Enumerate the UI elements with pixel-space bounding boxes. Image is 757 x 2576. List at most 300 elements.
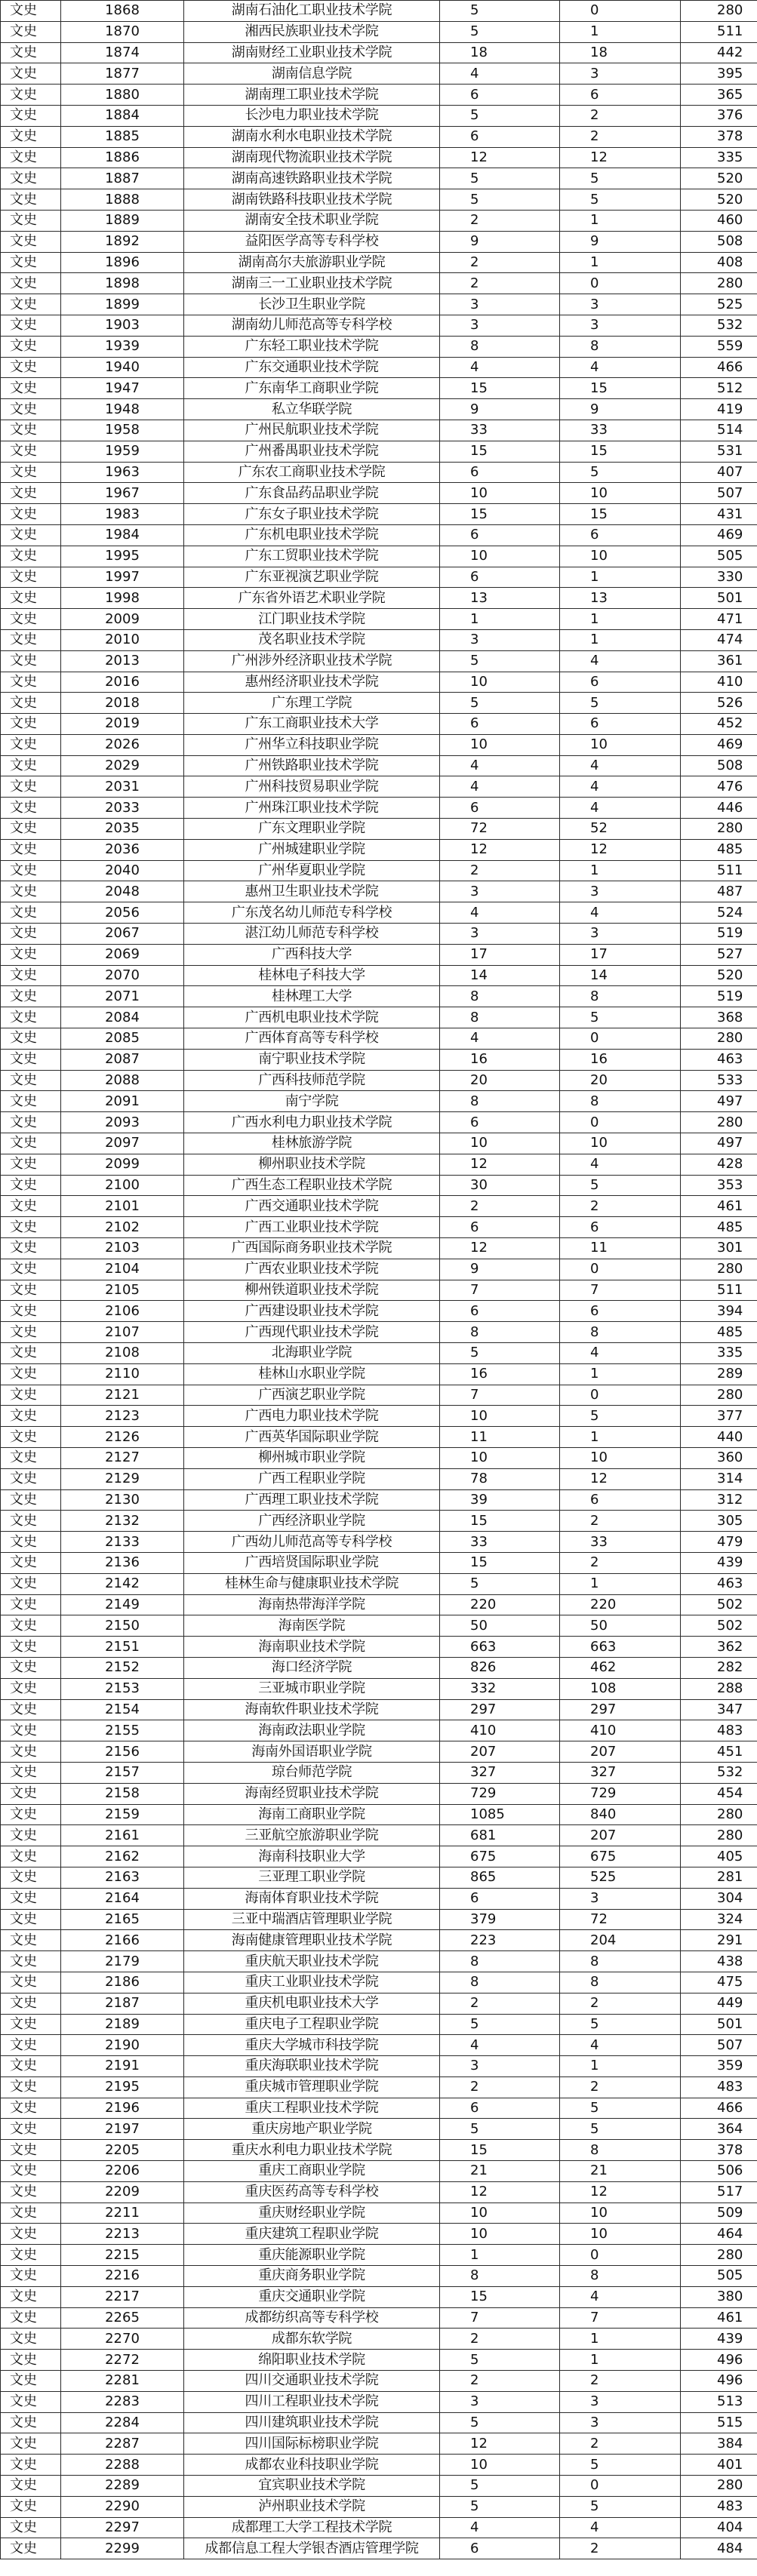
plan-count-cell: 6 xyxy=(440,126,560,147)
school-name-cell: 广西现代职业技术学院 xyxy=(184,1322,440,1343)
subject-cell: 文史 xyxy=(1,1678,61,1699)
min-score-cell: 314 xyxy=(681,1468,757,1489)
school-code-cell: 2013 xyxy=(61,650,184,672)
admitted-count-cell: 108 xyxy=(560,1678,681,1699)
subject-cell: 文史 xyxy=(1,85,61,106)
plan-count-cell: 1 xyxy=(440,609,560,630)
subject-cell: 文史 xyxy=(1,168,61,189)
table-row xyxy=(1,147,757,168)
plan-count-cell: 10 xyxy=(440,1406,560,1427)
admitted-count-cell: 3 xyxy=(560,63,681,85)
school-code-cell: 2142 xyxy=(61,1573,184,1594)
school-code-cell: 2087 xyxy=(61,1049,184,1070)
school-name-cell: 广州番禺职业技术学院 xyxy=(184,441,440,462)
school-code-cell: 2048 xyxy=(61,881,184,902)
plan-count-cell: 10 xyxy=(440,483,560,504)
school-code-cell: 2189 xyxy=(61,2014,184,2035)
school-name-cell: 海南热带海洋学院 xyxy=(184,1594,440,1615)
table-row xyxy=(1,2433,757,2455)
table-row xyxy=(1,1615,757,1637)
school-name-cell: 广西工业职业技术学院 xyxy=(184,1217,440,1238)
subject-cell: 文史 xyxy=(1,1427,61,1448)
table-row xyxy=(1,2119,757,2140)
school-code-cell: 2270 xyxy=(61,2329,184,2350)
min-score-cell: 368 xyxy=(681,1007,757,1028)
subject-cell: 文史 xyxy=(1,1825,61,1846)
plan-count-cell: 7 xyxy=(440,2307,560,2329)
admitted-count-cell: 4 xyxy=(560,755,681,776)
table-row xyxy=(1,1846,757,1867)
table-row xyxy=(1,63,757,85)
subject-cell: 文史 xyxy=(1,1909,61,1930)
admitted-count-cell: 327 xyxy=(560,1762,681,1783)
plan-count-cell: 1085 xyxy=(440,1804,560,1825)
school-name-cell: 重庆建筑工程职业学院 xyxy=(184,2224,440,2245)
min-score-cell: 484 xyxy=(681,2538,757,2559)
school-code-cell: 2104 xyxy=(61,1259,184,1280)
admitted-count-cell: 4 xyxy=(560,902,681,924)
school-name-cell: 广西幼儿师范高等专科学校 xyxy=(184,1532,440,1553)
subject-cell: 文史 xyxy=(1,399,61,420)
school-code-cell: 2205 xyxy=(61,2140,184,2161)
admitted-count-cell: 52 xyxy=(560,819,681,840)
plan-count-cell: 78 xyxy=(440,1468,560,1489)
plan-count-cell: 5 xyxy=(440,189,560,211)
school-code-cell: 2149 xyxy=(61,1594,184,1615)
school-name-cell: 湖南三一工业职业技术学院 xyxy=(184,273,440,294)
admitted-count-cell: 5 xyxy=(560,2455,681,2476)
school-name-cell: 重庆商务职业学院 xyxy=(184,2266,440,2287)
school-code-cell: 2156 xyxy=(61,1741,184,1763)
school-name-cell: 桂林山水职业学院 xyxy=(184,1363,440,1385)
school-name-cell: 重庆电子工程职业学院 xyxy=(184,2014,440,2035)
plan-count-cell: 10 xyxy=(440,1133,560,1154)
admitted-count-cell: 2 xyxy=(560,126,681,147)
subject-cell: 文史 xyxy=(1,2538,61,2559)
table-row xyxy=(1,2307,757,2329)
school-code-cell: 2067 xyxy=(61,924,184,945)
plan-count-cell: 72 xyxy=(440,819,560,840)
school-code-cell: 2190 xyxy=(61,2035,184,2056)
plan-count-cell: 6 xyxy=(440,462,560,483)
table-row xyxy=(1,1,757,22)
school-code-cell: 2287 xyxy=(61,2433,184,2455)
school-code-cell: 1983 xyxy=(61,504,184,525)
table-row xyxy=(1,1175,757,1196)
table-row xyxy=(1,1867,757,1888)
table-row xyxy=(1,1930,757,1951)
admitted-count-cell: 21 xyxy=(560,2161,681,2182)
school-code-cell: 2136 xyxy=(61,1552,184,1573)
min-score-cell: 280 xyxy=(681,1028,757,1050)
admitted-count-cell: 9 xyxy=(560,399,681,420)
table-row xyxy=(1,1196,757,1217)
plan-count-cell: 2 xyxy=(440,273,560,294)
plan-count-cell: 30 xyxy=(440,1175,560,1196)
min-score-cell: 449 xyxy=(681,1993,757,2014)
table-row xyxy=(1,1427,757,1448)
admitted-count-cell: 2 xyxy=(560,2538,681,2559)
min-score-cell: 508 xyxy=(681,231,757,252)
school-name-cell: 广东工商职业技术大学 xyxy=(184,714,440,735)
plan-count-cell: 39 xyxy=(440,1489,560,1511)
table-row xyxy=(1,2140,757,2161)
table-row xyxy=(1,2391,757,2412)
min-score-cell: 305 xyxy=(681,1511,757,1532)
min-score-cell: 496 xyxy=(681,2371,757,2392)
school-code-cell: 2091 xyxy=(61,1091,184,1112)
plan-count-cell: 2 xyxy=(440,860,560,881)
table-row xyxy=(1,924,757,945)
table-row xyxy=(1,1637,757,1658)
plan-count-cell: 3 xyxy=(440,924,560,945)
subject-cell: 文史 xyxy=(1,21,61,42)
admitted-count-cell: 20 xyxy=(560,1070,681,1091)
subject-cell: 文史 xyxy=(1,1,61,22)
plan-count-cell: 681 xyxy=(440,1825,560,1846)
subject-cell: 文史 xyxy=(1,1343,61,1364)
min-score-cell: 496 xyxy=(681,2350,757,2371)
min-score-cell: 324 xyxy=(681,1909,757,1930)
school-name-cell: 湖南现代物流职业技术学院 xyxy=(184,147,440,168)
school-code-cell: 1998 xyxy=(61,588,184,609)
min-score-cell: 483 xyxy=(681,2076,757,2098)
table-row xyxy=(1,168,757,189)
school-name-cell: 广西交通职业技术学院 xyxy=(184,1196,440,1217)
school-code-cell: 1898 xyxy=(61,273,184,294)
school-code-cell: 1997 xyxy=(61,567,184,588)
school-name-cell: 海南体育职业技术学院 xyxy=(184,1888,440,1909)
plan-count-cell: 50 xyxy=(440,1615,560,1637)
admitted-count-cell: 10 xyxy=(560,2203,681,2224)
school-code-cell: 1886 xyxy=(61,147,184,168)
subject-cell: 文史 xyxy=(1,1552,61,1573)
table-row xyxy=(1,1468,757,1489)
admitted-count-cell: 14 xyxy=(560,965,681,986)
subject-cell: 文史 xyxy=(1,2286,61,2307)
school-name-cell: 广西体育高等专科学校 xyxy=(184,1028,440,1050)
subject-cell: 文史 xyxy=(1,462,61,483)
school-name-cell: 广东茂名幼儿师范专科学校 xyxy=(184,902,440,924)
min-score-cell: 519 xyxy=(681,986,757,1007)
min-score-cell: 282 xyxy=(681,1657,757,1678)
plan-count-cell: 5 xyxy=(440,650,560,672)
plan-count-cell: 6 xyxy=(440,2538,560,2559)
school-name-cell: 广州华夏职业学院 xyxy=(184,860,440,881)
plan-count-cell: 11 xyxy=(440,1427,560,1448)
school-name-cell: 广州城建职业学院 xyxy=(184,839,440,860)
school-code-cell: 2133 xyxy=(61,1532,184,1553)
plan-count-cell: 12 xyxy=(440,2433,560,2455)
school-code-cell: 2107 xyxy=(61,1322,184,1343)
admitted-count-cell: 1 xyxy=(560,1573,681,1594)
subject-cell: 文史 xyxy=(1,2496,61,2517)
admitted-count-cell: 4 xyxy=(560,2286,681,2307)
min-score-cell: 460 xyxy=(681,210,757,231)
admitted-count-cell: 2 xyxy=(560,2433,681,2455)
table-body xyxy=(1,1,757,2559)
school-code-cell: 1959 xyxy=(61,441,184,462)
admitted-count-cell: 1 xyxy=(560,2329,681,2350)
subject-cell: 文史 xyxy=(1,881,61,902)
admitted-count-cell: 13 xyxy=(560,588,681,609)
admitted-count-cell: 4 xyxy=(560,776,681,798)
min-score-cell: 454 xyxy=(681,1783,757,1804)
subject-cell: 文史 xyxy=(1,63,61,85)
min-score-cell: 380 xyxy=(681,2286,757,2307)
school-code-cell: 2151 xyxy=(61,1637,184,1658)
plan-count-cell: 5 xyxy=(440,1343,560,1364)
admitted-count-cell: 3 xyxy=(560,1888,681,1909)
subject-cell: 文史 xyxy=(1,231,61,252)
school-name-cell: 桂林旅游学院 xyxy=(184,1133,440,1154)
subject-cell: 文史 xyxy=(1,441,61,462)
school-name-cell: 广东食品药品职业学院 xyxy=(184,483,440,504)
min-score-cell: 301 xyxy=(681,1238,757,1259)
school-name-cell: 广西水利电力职业技术学院 xyxy=(184,1112,440,1133)
min-score-cell: 280 xyxy=(681,1385,757,1406)
school-name-cell: 广东理工学院 xyxy=(184,693,440,714)
school-name-cell: 琼台师范学院 xyxy=(184,1762,440,1783)
table-row xyxy=(1,650,757,672)
min-score-cell: 559 xyxy=(681,336,757,357)
school-code-cell: 2097 xyxy=(61,1133,184,1154)
subject-cell: 文史 xyxy=(1,1804,61,1825)
subject-cell: 文史 xyxy=(1,1280,61,1301)
plan-count-cell: 3 xyxy=(440,2056,560,2077)
school-name-cell: 长沙电力职业技术学院 xyxy=(184,105,440,126)
admitted-count-cell: 1 xyxy=(560,860,681,881)
admitted-count-cell: 8 xyxy=(560,1972,681,1993)
school-code-cell: 2132 xyxy=(61,1511,184,1532)
min-score-cell: 511 xyxy=(681,1280,757,1301)
plan-count-cell: 5 xyxy=(440,2476,560,2497)
subject-cell: 文史 xyxy=(1,1196,61,1217)
min-score-cell: 509 xyxy=(681,2203,757,2224)
admitted-count-cell: 663 xyxy=(560,1637,681,1658)
school-name-cell: 重庆能源职业学院 xyxy=(184,2245,440,2266)
min-score-cell: 507 xyxy=(681,2035,757,2056)
subject-cell: 文史 xyxy=(1,2203,61,2224)
school-name-cell: 广东工贸职业技术学院 xyxy=(184,546,440,567)
min-score-cell: 506 xyxy=(681,2161,757,2182)
table-row xyxy=(1,2014,757,2035)
school-name-cell: 重庆工业职业技术学院 xyxy=(184,1972,440,1993)
table-row xyxy=(1,1343,757,1364)
plan-count-cell: 6 xyxy=(440,524,560,546)
school-code-cell: 2299 xyxy=(61,2538,184,2559)
plan-count-cell: 33 xyxy=(440,420,560,441)
plan-count-cell: 3 xyxy=(440,294,560,315)
table-row xyxy=(1,441,757,462)
subject-cell: 文史 xyxy=(1,1783,61,1804)
min-score-cell: 464 xyxy=(681,2224,757,2245)
table-row xyxy=(1,252,757,273)
subject-cell: 文史 xyxy=(1,755,61,776)
subject-cell: 文史 xyxy=(1,1594,61,1615)
plan-count-cell: 16 xyxy=(440,1049,560,1070)
table-row xyxy=(1,1594,757,1615)
subject-cell: 文史 xyxy=(1,2140,61,2161)
school-name-cell: 广西经济职业学院 xyxy=(184,1511,440,1532)
table-row xyxy=(1,672,757,693)
table-row xyxy=(1,2517,757,2538)
table-row xyxy=(1,902,757,924)
min-score-cell: 280 xyxy=(681,819,757,840)
school-code-cell: 1963 xyxy=(61,462,184,483)
school-name-cell: 重庆航天职业技术学院 xyxy=(184,1951,440,1972)
admitted-count-cell: 6 xyxy=(560,714,681,735)
admitted-count-cell: 5 xyxy=(560,1007,681,1028)
plan-count-cell: 10 xyxy=(440,734,560,755)
subject-cell: 文史 xyxy=(1,2350,61,2371)
table-row xyxy=(1,2224,757,2245)
table-row xyxy=(1,2286,757,2307)
admitted-count-cell: 1 xyxy=(560,21,681,42)
admitted-count-cell: 204 xyxy=(560,1930,681,1951)
admitted-count-cell: 1 xyxy=(560,2350,681,2371)
school-name-cell: 私立华联学院 xyxy=(184,399,440,420)
admitted-count-cell: 2 xyxy=(560,1196,681,1217)
min-score-cell: 431 xyxy=(681,504,757,525)
school-code-cell: 2126 xyxy=(61,1427,184,1448)
admitted-count-cell: 5 xyxy=(560,693,681,714)
school-name-cell: 广东机电职业技术学院 xyxy=(184,524,440,546)
subject-cell: 文史 xyxy=(1,1322,61,1343)
school-name-cell: 广州铁路职业技术学院 xyxy=(184,755,440,776)
plan-count-cell: 12 xyxy=(440,1238,560,1259)
school-name-cell: 四川建筑职业技术学院 xyxy=(184,2412,440,2433)
table-row xyxy=(1,567,757,588)
school-code-cell: 2130 xyxy=(61,1489,184,1511)
school-name-cell: 重庆财经职业学院 xyxy=(184,2203,440,2224)
school-name-cell: 广西科技师范学院 xyxy=(184,1070,440,1091)
plan-count-cell: 6 xyxy=(440,1888,560,1909)
admitted-count-cell: 4 xyxy=(560,1154,681,1175)
school-name-cell: 广州华立科技职业学院 xyxy=(184,734,440,755)
min-score-cell: 335 xyxy=(681,147,757,168)
admitted-count-cell: 1 xyxy=(560,210,681,231)
plan-count-cell: 15 xyxy=(440,441,560,462)
school-code-cell: 1939 xyxy=(61,336,184,357)
plan-count-cell: 16 xyxy=(440,1363,560,1385)
table-row xyxy=(1,1112,757,1133)
min-score-cell: 280 xyxy=(681,273,757,294)
school-name-cell: 海南外国语职业学院 xyxy=(184,1741,440,1763)
school-name-cell: 湖南财经工业职业技术学院 xyxy=(184,42,440,63)
admitted-count-cell: 675 xyxy=(560,1846,681,1867)
subject-cell: 文史 xyxy=(1,1489,61,1511)
admitted-count-cell: 4 xyxy=(560,650,681,672)
school-code-cell: 1967 xyxy=(61,483,184,504)
min-score-cell: 466 xyxy=(681,357,757,378)
school-name-cell: 成都纺织高等专科学校 xyxy=(184,2307,440,2329)
plan-count-cell: 12 xyxy=(440,1154,560,1175)
school-name-cell: 广西工程职业学院 xyxy=(184,1468,440,1489)
table-row xyxy=(1,1511,757,1532)
admitted-count-cell: 33 xyxy=(560,420,681,441)
subject-cell: 文史 xyxy=(1,378,61,399)
subject-cell: 文史 xyxy=(1,986,61,1007)
school-name-cell: 三亚理工职业学院 xyxy=(184,1867,440,1888)
plan-count-cell: 6 xyxy=(440,798,560,819)
school-code-cell: 1887 xyxy=(61,168,184,189)
subject-cell: 文史 xyxy=(1,504,61,525)
min-score-cell: 512 xyxy=(681,378,757,399)
table-row xyxy=(1,1699,757,1720)
school-name-cell: 湖南安全技术职业学院 xyxy=(184,210,440,231)
table-row xyxy=(1,588,757,609)
school-code-cell: 2121 xyxy=(61,1385,184,1406)
table-row xyxy=(1,504,757,525)
min-score-cell: 485 xyxy=(681,839,757,860)
school-name-cell: 泸州职业技术学院 xyxy=(184,2496,440,2517)
min-score-cell: 497 xyxy=(681,1091,757,1112)
subject-cell: 文史 xyxy=(1,798,61,819)
table-row xyxy=(1,1322,757,1343)
school-name-cell: 广东省外语艺术职业学院 xyxy=(184,588,440,609)
table-row xyxy=(1,2161,757,2182)
school-name-cell: 四川国际标榜职业学院 xyxy=(184,2433,440,2455)
admitted-count-cell: 6 xyxy=(560,85,681,106)
school-code-cell: 2016 xyxy=(61,672,184,693)
school-code-cell: 2166 xyxy=(61,1930,184,1951)
table-row xyxy=(1,105,757,126)
admitted-count-cell: 8 xyxy=(560,986,681,1007)
subject-cell: 文史 xyxy=(1,2329,61,2350)
min-score-cell: 524 xyxy=(681,902,757,924)
school-code-cell: 2288 xyxy=(61,2455,184,2476)
subject-cell: 文史 xyxy=(1,546,61,567)
table-row xyxy=(1,1909,757,1930)
school-code-cell: 1958 xyxy=(61,420,184,441)
school-name-cell: 成都东软学院 xyxy=(184,2329,440,2350)
table-row xyxy=(1,1825,757,1846)
plan-count-cell: 18 xyxy=(440,42,560,63)
table-row xyxy=(1,776,757,798)
school-code-cell: 2040 xyxy=(61,860,184,881)
min-score-cell: 525 xyxy=(681,294,757,315)
admitted-count-cell: 72 xyxy=(560,1909,681,1930)
min-score-cell: 502 xyxy=(681,1615,757,1637)
plan-count-cell: 2 xyxy=(440,1993,560,2014)
school-name-cell: 三亚城市职业学院 xyxy=(184,1678,440,1699)
min-score-cell: 483 xyxy=(681,2496,757,2517)
school-name-cell: 宜宾职业技术学院 xyxy=(184,2476,440,2497)
admitted-count-cell: 462 xyxy=(560,1657,681,1678)
table-row xyxy=(1,1888,757,1909)
table-row xyxy=(1,860,757,881)
plan-count-cell: 5 xyxy=(440,2412,560,2433)
min-score-cell: 280 xyxy=(681,1,757,22)
subject-cell: 文史 xyxy=(1,1993,61,2014)
subject-cell: 文史 xyxy=(1,1154,61,1175)
admitted-count-cell: 5 xyxy=(560,189,681,211)
subject-cell: 文史 xyxy=(1,1301,61,1322)
min-score-cell: 508 xyxy=(681,755,757,776)
subject-cell: 文史 xyxy=(1,714,61,735)
school-name-cell: 惠州经济职业技术学院 xyxy=(184,672,440,693)
plan-count-cell: 5 xyxy=(440,2496,560,2517)
admitted-count-cell: 220 xyxy=(560,1594,681,1615)
table-row xyxy=(1,609,757,630)
plan-count-cell: 15 xyxy=(440,504,560,525)
min-score-cell: 452 xyxy=(681,714,757,735)
plan-count-cell: 8 xyxy=(440,1951,560,1972)
min-score-cell: 289 xyxy=(681,1363,757,1385)
min-score-cell: 280 xyxy=(681,1259,757,1280)
school-code-cell: 2100 xyxy=(61,1175,184,1196)
